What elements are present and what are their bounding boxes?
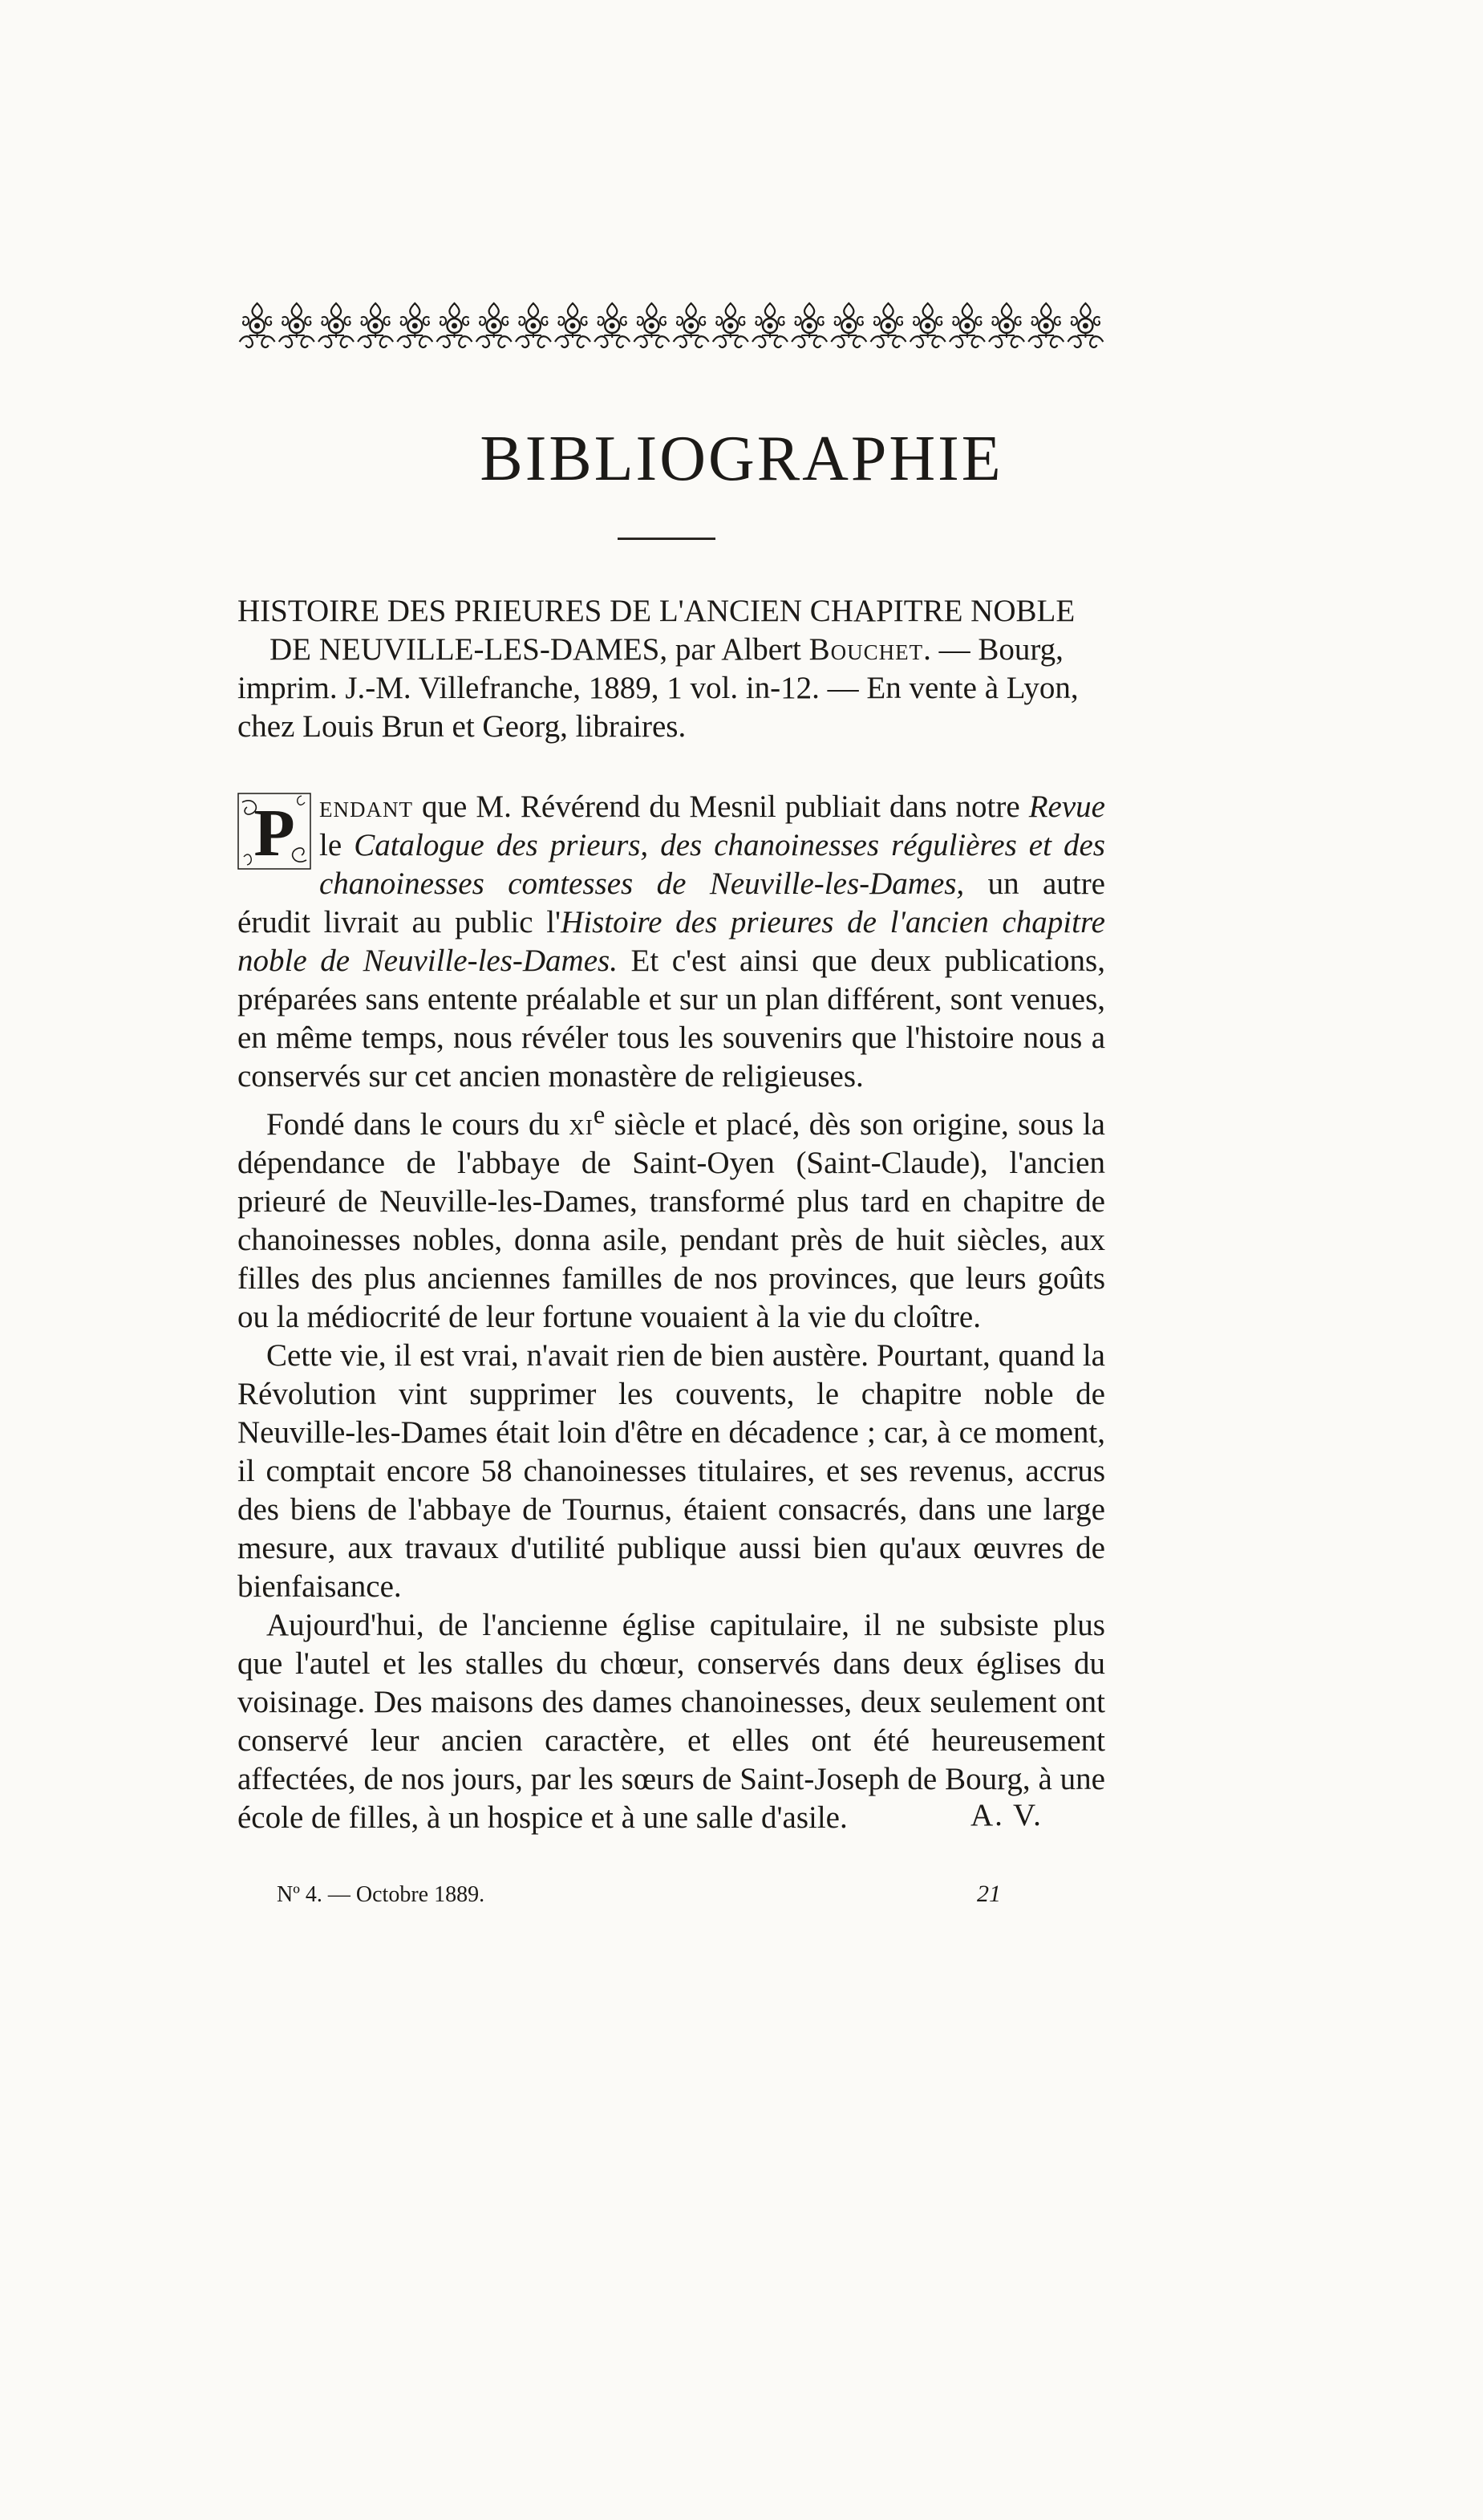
ornament-motif	[950, 303, 985, 347]
ornament-motif	[1068, 303, 1103, 347]
ornament-motif	[871, 303, 906, 347]
ornament-motif	[989, 303, 1024, 347]
article-body	[237, 788, 1105, 1837]
title-rule	[618, 538, 715, 540]
ornament-motif	[476, 303, 512, 347]
paragraph-2	[237, 1096, 1105, 1337]
ornament-motif	[318, 303, 354, 347]
ornament-motif	[555, 303, 590, 347]
reference-title-line2: DE NEUVILLE-LES-DAMES, par Albert	[269, 632, 809, 667]
journal-name: Revue	[1028, 789, 1105, 824]
ornament-motif	[792, 303, 827, 347]
ornament-motif	[752, 303, 788, 347]
paragraph-3: Cette vie, il est vrai, n'avait rien de bien austère. Pourtant, quand la Révolution vint supprimer les couvents, le chapitre noble de Neuville-les-Dames était loin d'être en décadence ; car, à ce moment, il comptait encore 58 chanoinesses titulaires, et ses revenus, accrus des biens de l'abbaye de Tournus, étaient consacrés, dans une large mesure, aux travaux d'utilité publique aussi bien qu'aux œuvres de bienfaisance.	[237, 1338, 1105, 1604]
issue-footer: Nº 4. — Octobre 1889.	[277, 1882, 485, 1907]
ornament-motif	[516, 303, 551, 347]
paragraph-1-text-b: le	[319, 828, 355, 862]
ornament-motif	[910, 303, 946, 347]
ornament-motif	[279, 303, 314, 347]
paragraph-1	[237, 788, 1105, 1096]
bibliographic-reference	[237, 592, 1105, 746]
ornament-motif	[634, 303, 669, 347]
catalogue-title: Catalogue des prieurs, des chanoinesses régulières et des chanoinesses comtesses de Neuville-les-Dames,	[319, 828, 1105, 901]
ornament-motif	[674, 303, 709, 347]
ornament-motif	[358, 303, 393, 347]
reference-title-line1: HISTOIRE DES PRIEURES DE L'ANCIEN CHAPITRE NOBLE	[237, 594, 1076, 628]
dropcap-letter	[237, 793, 311, 870]
decorative-ornament-band	[237, 298, 1105, 353]
reference-publication-info: . — Bourg, imprim. J.-M. Villefranche, 1889, 1 vol. in-12. — En vente à Lyon, chez Louis Brun et Georg, libraires.	[237, 632, 1079, 744]
ornament-motif	[1028, 303, 1064, 347]
ornament-motif	[240, 303, 275, 347]
ornament-motif	[831, 303, 866, 347]
signature: A. V.	[970, 1798, 1043, 1832]
reference-author: Bouchet	[808, 632, 924, 667]
ornament-motif	[713, 303, 748, 347]
ornament-motif	[437, 303, 472, 347]
paragraph-2-text-a: Fondé dans le cours du	[266, 1107, 569, 1142]
first-word: endant	[319, 789, 413, 824]
paragraph-4: Aujourd'hui, de l'ancienne église capitulaire, il ne subsiste plus que l'autel et les stalles du chœur, conservés dans deux églises du voisinage. Des maisons des dames chanoinesses, deux seulement ont conservé leur ancien caractère, et elles ont été heureusement affectées, de nos jours, par les sœurs de Saint-Joseph de Bourg, à une école de filles, à un hospice et à une salle d'asile.	[237, 1608, 1105, 1835]
paragraph-1-text-c: un autre érudit livrait au public l'	[237, 866, 1105, 939]
ornament-motif	[397, 303, 432, 347]
book-title: Histoire des prieures de l'ancien chapitre noble de Neuville-les-Dames.	[237, 905, 1105, 978]
ornament-motif	[594, 303, 630, 347]
century-suffix: e	[593, 1101, 606, 1130]
paragraph-2-text-b: siècle et placé, dès son origine, sous la dépendance de l'abbaye de Saint-Oyen (Saint-Claude), l'ancien prieuré de Neuville-les-Dames, transformé plus tard en chapitre de chanoinesses nobles, donna asile, pendant près de huit siècles, aux filles des plus anciennes familles de nos provinces, que leurs goûts ou la médiocrité de leur fortune vouaient à la vie du cloître.	[237, 1107, 1105, 1334]
page-title: BIBLIOGRAPHIE	[480, 424, 1003, 494]
reference-text	[237, 592, 1105, 746]
paragraph-1-text-d: Et c'est ainsi que deux publications, préparées sans entente préalable et sur un plan différent, sont venues, en même temps, nous révéler tous les souvenirs que l'histoire nous a conservés sur cet ancien monastère de religieuses.	[237, 943, 1105, 1094]
dropcap-glyph: P	[253, 796, 295, 870]
paragraph-1-text-a: que M. Révérend du Mesnil publiait dans notre	[412, 789, 1029, 824]
century-numeral: xi	[569, 1107, 594, 1142]
page-number: 21	[977, 1881, 1001, 1907]
